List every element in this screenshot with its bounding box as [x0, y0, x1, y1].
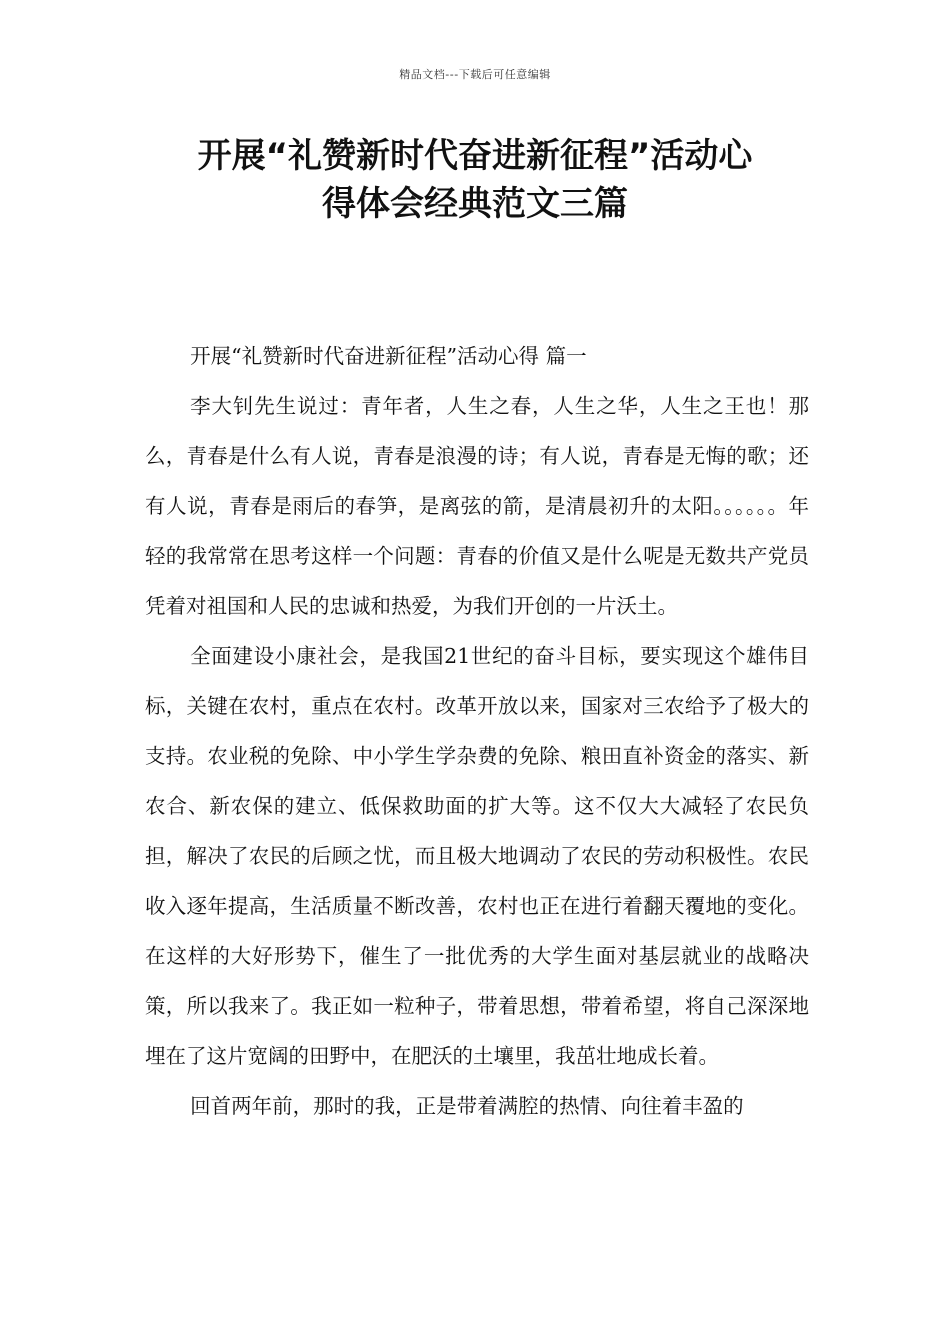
- header-note: 精品文档---下载后可任意编辑: [399, 68, 551, 81]
- document-title-line-1: 开展“礼赞新时代奋进新征程”活动心: [197, 136, 753, 176]
- document-body: [145, 331, 809, 1131]
- section-heading: 开展“礼赞新时代奋进新征程”活动心得 篇一: [190, 344, 587, 368]
- paragraph-2: 全面建设小康社会，是我国21世纪的奋斗目标，要实现这个雄伟目标，关键在农村，重点在农村。改革开放以来，国家对三农给予了极大的支持。农业税的免除、中小学生学杂费的免除、粮田直补资金的落实、新农合、新农保的建立、低保救助面的扩大等。这不仅大大减轻了农民负担，解决了农民的后顾之忧，而且极大地调动了农民的劳动积极性。农民收入逐年提高，生活质量不断改善，农村也正在进行着翻天覆地的变化。在这样的大好形势下，催生了一批优秀的大学生面对基层就业的战略决策，所以我来了。我正如一粒种子，带着思想，带着希望，将自己深深地埋在了这片宽阔的田野中，在肥沃的土壤里，我茁壮地成长着。: [145, 644, 809, 1068]
- paragraph-1: 李大钊先生说过：青年者，人生之春，人生之华，人生之王也！那么，青春是什么有人说，青春是浪漫的诗；有人说，青春是无悔的歌；还有人说，青春是雨后的春笋，是离弦的箭，是清晨初升的太阳。。。。。。年轻的我常常在思考这样一个问题：青春的价值又是什么呢是无数共产党员凭着对祖国和人民的忠诚和热爱，为我们开创的一片沃土。: [145, 394, 809, 618]
- document-title: [140, 132, 810, 228]
- document-title-line-2: 得体会经典范文三篇: [322, 184, 628, 224]
- paragraph-3: 回首两年前，那时的我，正是带着满腔的热情、向往着丰盈的: [190, 1094, 744, 1118]
